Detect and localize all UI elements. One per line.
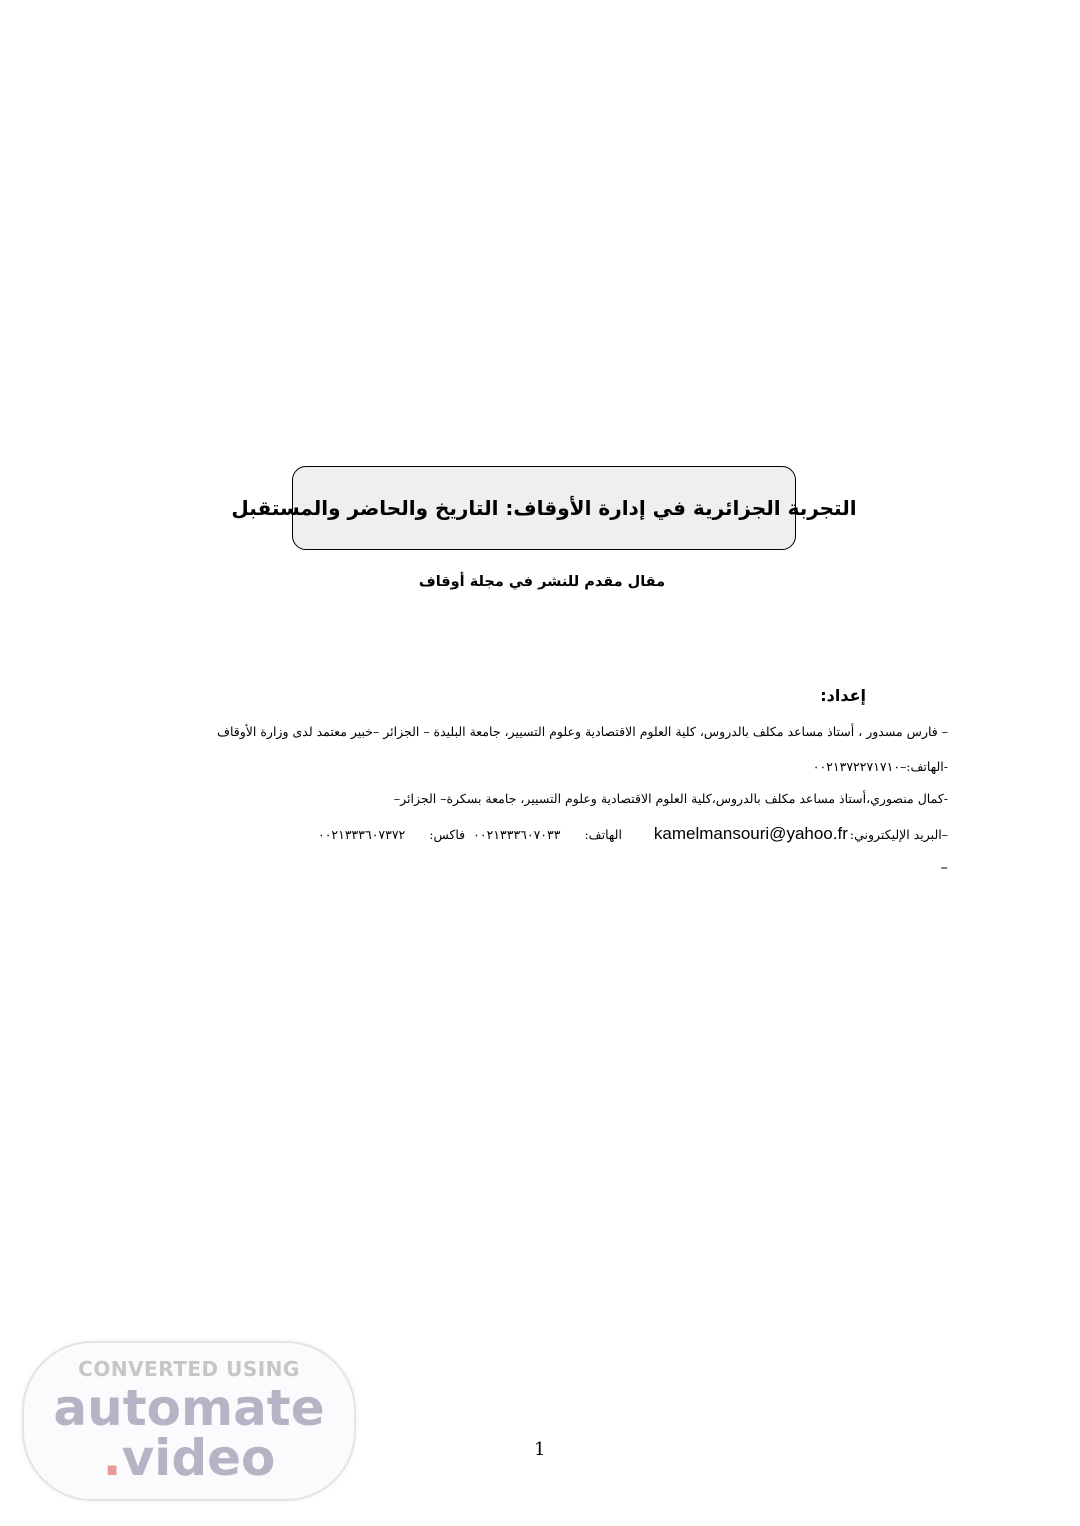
- phone-number: ٠٠٢١٣٣٣٦٠٧٠٣٣: [473, 827, 561, 842]
- author2-affiliation: -كمال منصوري،أستاذ مساعد مكلف بالدروس،كلية العلوم الاقتصادية وعلوم التسيير، جامعة بسكرة– الجزائر–: [393, 791, 948, 806]
- watermark-dot: .: [102, 1429, 122, 1487]
- email-label: –البريد الإليكتروني:: [849, 827, 948, 842]
- watermark-main-text: automate: [53, 1379, 325, 1437]
- author2-contact-row: [128, 824, 948, 844]
- watermark-bottom-text: video: [121, 1429, 276, 1487]
- prepared-by-label: إعداد:: [820, 686, 866, 705]
- document-subtitle: مقال مقدم للنشر في مجلة أوقاف: [418, 574, 666, 590]
- title-box: [231, 466, 857, 550]
- watermark-badge: [22, 1341, 356, 1501]
- fax-label: فاكس:: [429, 827, 466, 842]
- author1-affiliation: – فارس مسدور ، أستاذ مساعد مكلف بالدروس، كلية العلوم الاقتصادية وعلوم التسيير، جامعة البليدة – الجزائر –خبير معتمد لدى وزارة الأوقاف: [217, 724, 948, 739]
- trailing-dash: –: [940, 858, 948, 876]
- watermark-bottom-line: [24, 1429, 354, 1487]
- author1-phone: -الهاتف:–٠٠٢١٣٧٢٢٧١٧١٠: [812, 759, 948, 774]
- fax-number: ٠٠٢١٣٣٣٦٠٧٣٧٢: [317, 827, 406, 842]
- watermark-top-text: CONVERTED USING: [78, 1357, 300, 1381]
- document-title: التجربة الجزائرية في إدارة الأوقاف: التاريخ والحاضر والمستقبل: [231, 496, 857, 520]
- page-number: 1: [534, 1439, 546, 1460]
- email-address: kamelmansouri@yahoo.fr: [653, 824, 848, 843]
- phone-label: الهاتف:: [584, 827, 622, 842]
